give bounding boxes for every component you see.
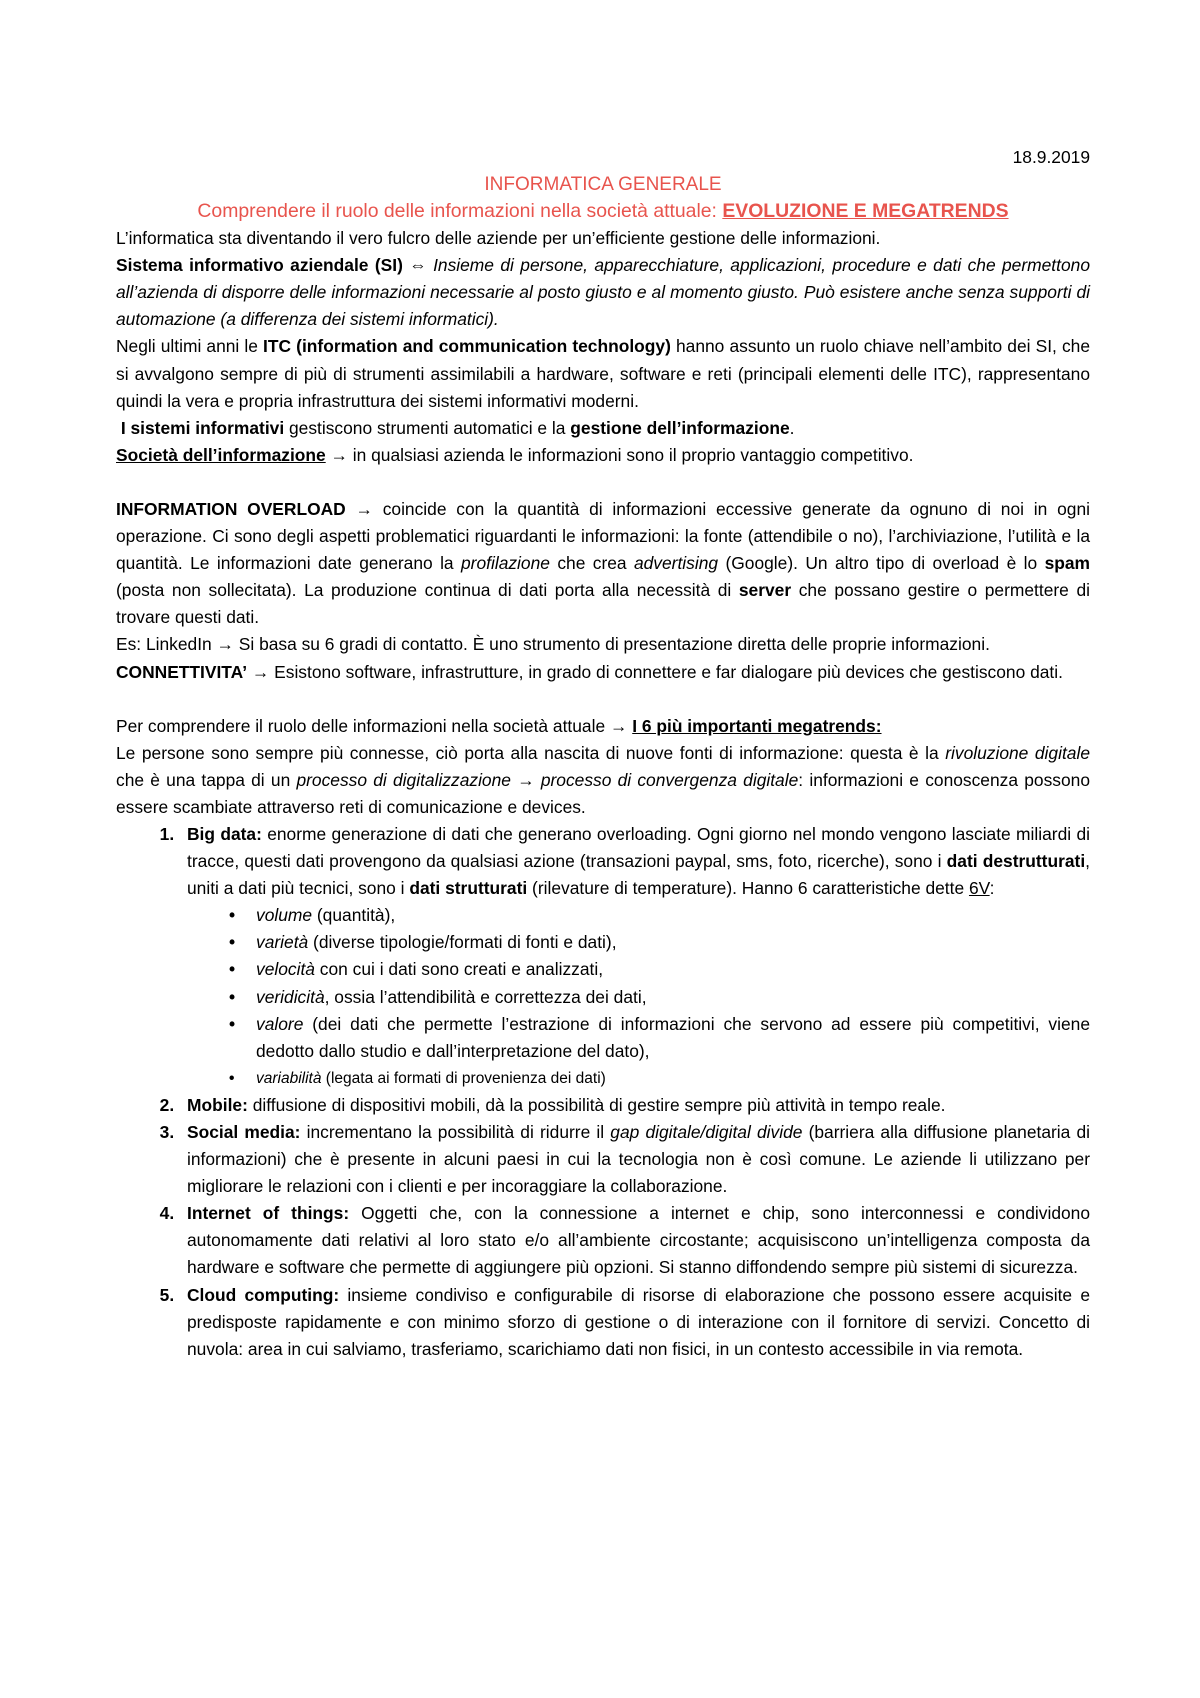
persone-paragraph xyxy=(116,740,1090,821)
destrutturati-term: dati destrutturati xyxy=(946,851,1086,872)
megatrends-list xyxy=(116,821,1090,1363)
list-item xyxy=(179,1092,1090,1119)
sistemi-paragraph xyxy=(116,415,1090,442)
overload-term: INFORMATION OVERLOAD xyxy=(116,498,346,519)
right-arrow-icon: → xyxy=(251,661,270,682)
profilazione-term: profilazione xyxy=(461,553,550,574)
societa-term: Società dell’informazione xyxy=(116,444,326,465)
spam-term: spam xyxy=(1044,553,1090,574)
big-data-term: Big data: xyxy=(187,823,262,844)
connettivita-text: Esistono software, infrastrutture, in grado di connettere e far dialogare più devices che gestiscono dati. xyxy=(269,661,1063,682)
big-data-text-2: , uniti a dati più tecnici, sono i xyxy=(187,851,1091,899)
spacer xyxy=(116,469,1090,496)
connettivita-term: CONNETTIVITA’ xyxy=(116,661,248,682)
v-key: valore xyxy=(256,1013,304,1034)
mobile-term: Mobile: xyxy=(187,1094,248,1115)
v-text: (diverse tipologie/formati di fonti e dati), xyxy=(308,932,617,953)
list-item xyxy=(179,1200,1090,1281)
itc-text-a: Negli ultimi anni le xyxy=(116,336,264,357)
si-paragraph xyxy=(116,252,1090,333)
overload-text-3: (Google). Un altro tipo di overload è lo xyxy=(718,553,1045,574)
subtitle-highlight: EVOLUZIONE E MEGATRENDS xyxy=(722,200,1009,223)
spacer xyxy=(116,686,1090,713)
six-v-list xyxy=(187,902,1090,1092)
si-definition: Insieme di persone, apparecchiature, applicazioni, procedure e dati che permettono all’azienda di disporre delle informazioni necessarie al posto giusto e al momento giusto. Può esistere anche senza supporti di automazione (a differenza dei sistemi informatici). xyxy=(116,255,1090,330)
subtitle-prefix: Comprendere il ruolo delle informazioni nella società attuale: xyxy=(197,200,723,223)
document-page xyxy=(116,144,1090,1363)
overload-text-1: coincide con la quantità di informazioni eccessive generate da ognuno di noi in ogni operazione. Ci sono degli aspetti problematici riguardanti le informazioni: la fonte (attendibile o no), l’archiviazione, l’utilità e la quantità. Le informazioni date generano la xyxy=(116,498,1090,574)
sistemi-text: gestiscono strumenti automatici e la xyxy=(284,417,571,438)
cloud-text: insieme condiviso e configurabile di risorse di elaborazione che possono essere acquisite e predisposte rapidamente e con minimo sforzo di gestione o di interazione con il fornitore di servizi. Concetto di nuvola: area in cui salviamo, trasferiamo, scarichiamo dati non fisici, in un contesto accessibile in via remota. xyxy=(187,1284,1090,1359)
big-data-text-4: : xyxy=(989,878,995,899)
list-item xyxy=(229,902,1090,929)
linkedin-paragraph xyxy=(116,631,1090,658)
megatrends-intro-text: Per comprendere il ruolo delle informazioni nella società attuale xyxy=(116,715,610,736)
v-key: velocità xyxy=(256,959,315,980)
v-text: , ossia l’attendibilità e correttezza dei dati, xyxy=(324,986,647,1007)
social-term: Social media: xyxy=(187,1122,301,1142)
linkedin-text-b: Si basa su 6 gradi di contatto. È uno strumento di presentazione diretta delle proprie informazioni. xyxy=(233,634,990,655)
date: 18.9.2019 xyxy=(1012,147,1090,167)
page-title-text: INFORMATICA GENERALE xyxy=(484,174,722,196)
mobile-text: diffusione di dispositivi mobili, dà la possibilità di gestire sempre più attività in tempo reale. xyxy=(247,1094,946,1115)
itc-term: ITC (information and communication technology) xyxy=(263,336,671,357)
iff-arrow-icon: ⇔ xyxy=(409,255,427,276)
persone-text-2: che è una tappa di un xyxy=(116,769,297,790)
list-item xyxy=(229,984,1090,1011)
processo-digitalizzazione: processo di digitalizzazione xyxy=(296,769,511,790)
social-text-2: (barriera alla diffusione planetaria di informazioni) che è presente in alcuni paesi in cui la tecnologia non è così comune. Le aziende li utilizzano per migliorare le relazioni con i clienti e per incoraggiare la collaborazione. xyxy=(187,1122,1091,1197)
list-item xyxy=(229,956,1090,983)
list-item xyxy=(229,1011,1090,1065)
iot-text: Oggetti che, con la connessione a internet e chip, sono interconnessi e condividono autonomamente dati relativi al loro stato e/o all’ambiente circostante; acquisiscono un’intelligenza composta da hardware e software che permette di aggiungere più opzioni. Si stanno diffondendo sempre più sistemi di sicurezza. xyxy=(187,1203,1091,1278)
list-item xyxy=(179,1119,1090,1200)
right-arrow-icon: → xyxy=(609,715,628,736)
big-data-text-1: enorme generazione di dati che generano overloading. Ogni giorno nel mondo vengono lasciate miliardi di tracce, questi dati provengono da qualsiasi azione (transazioni paypal, sms, foto, ricerche), sono i xyxy=(187,823,1090,872)
megatrends-heading: I 6 più importanti megatrends: xyxy=(632,715,882,736)
gap-term: gap digitale/digital divide xyxy=(610,1122,803,1142)
itc-paragraph xyxy=(116,333,1090,414)
overload-text-2: che crea xyxy=(549,553,634,574)
list-item xyxy=(179,821,1090,1092)
v-key: volume xyxy=(256,905,313,926)
v-key: varietà xyxy=(256,932,309,953)
societa-text: in qualsiasi azienda le informazioni sono il proprio vantaggio competitivo. xyxy=(347,444,914,465)
si-term: Sistema informativo aziendale (SI) xyxy=(116,255,403,276)
societa-paragraph xyxy=(116,442,1090,469)
six-v-term: 6V xyxy=(968,878,990,899)
connettivita-paragraph xyxy=(116,659,1090,686)
page-title xyxy=(116,171,1090,198)
intro-paragraph: L’informatica sta diventando il vero fulcro delle aziende per un’efficiente gestione delle informazioni. xyxy=(116,228,881,249)
list-item xyxy=(229,1065,1090,1092)
itc-text-c: hanno assunto un ruolo chiave nell’ambito dei SI, che si avvalgono sempre di più di strumenti assimilabili a hardware, software e reti (principali elementi delle ITC), rappresentano quindi la vera e propria infrastruttura dei sistemi informativi moderni. xyxy=(116,336,1091,411)
overload-text-4: (posta non sollecitata). La produzione continua di dati porta alla necessità di xyxy=(116,580,739,601)
v-text: (dei dati che permette l’estrazione di informazioni che servono ad essere più competitivi, viene dedotto dallo studio e dall’interpretazione del dato), xyxy=(256,1013,1090,1061)
processo-convergenza: processo di convergenza digitale xyxy=(540,769,799,790)
right-arrow-icon: → xyxy=(517,769,535,790)
overload-paragraph xyxy=(116,496,1090,631)
right-arrow-icon: → xyxy=(216,634,234,655)
sistemi-end: . xyxy=(789,417,795,438)
megatrends-intro xyxy=(116,713,1090,740)
sistemi-term: I sistemi informativi xyxy=(120,417,285,438)
advertising-term: advertising xyxy=(633,553,719,574)
linkedin-text-a: Es: LinkedIn xyxy=(116,634,217,655)
strutturati-term: dati strutturati xyxy=(409,878,528,899)
rivoluzione-term: rivoluzione digitale xyxy=(945,742,1090,763)
gestione-term: gestione dell’informazione xyxy=(570,417,790,438)
right-arrow-icon: → xyxy=(330,444,348,465)
v-key: veridicità xyxy=(256,986,325,1007)
v-text: (legata ai formati di provenienza dei dati) xyxy=(321,1069,606,1087)
server-term: server xyxy=(738,580,792,601)
right-arrow-icon: → xyxy=(355,498,373,519)
big-data-text-3: (rilevature di temperature). Hanno 6 caratteristiche dette xyxy=(527,878,969,899)
list-item xyxy=(179,1282,1090,1363)
persone-text-1: Le persone sono sempre più connesse, ciò porta alla nascita di nuove fonti di informazione: questa è la xyxy=(116,742,946,763)
social-text-1: incrementano la possibilità di ridurre il xyxy=(300,1122,611,1142)
page-subtitle xyxy=(116,198,1090,225)
v-text: con cui i dati sono creati e analizzati, xyxy=(314,959,604,980)
list-item xyxy=(229,929,1090,956)
cloud-term: Cloud computing: xyxy=(187,1284,340,1305)
persone-text-3: : informazioni e conoscenza possono essere scambiate attraverso reti di comunicazione e devices. xyxy=(116,769,1090,817)
overload-text-5: che possano gestire o permettere di trovare questi dati. xyxy=(116,580,1090,628)
v-text: (quantità), xyxy=(312,905,396,926)
v-key: variabilità xyxy=(256,1069,322,1087)
iot-term: Internet of things: xyxy=(187,1203,350,1224)
